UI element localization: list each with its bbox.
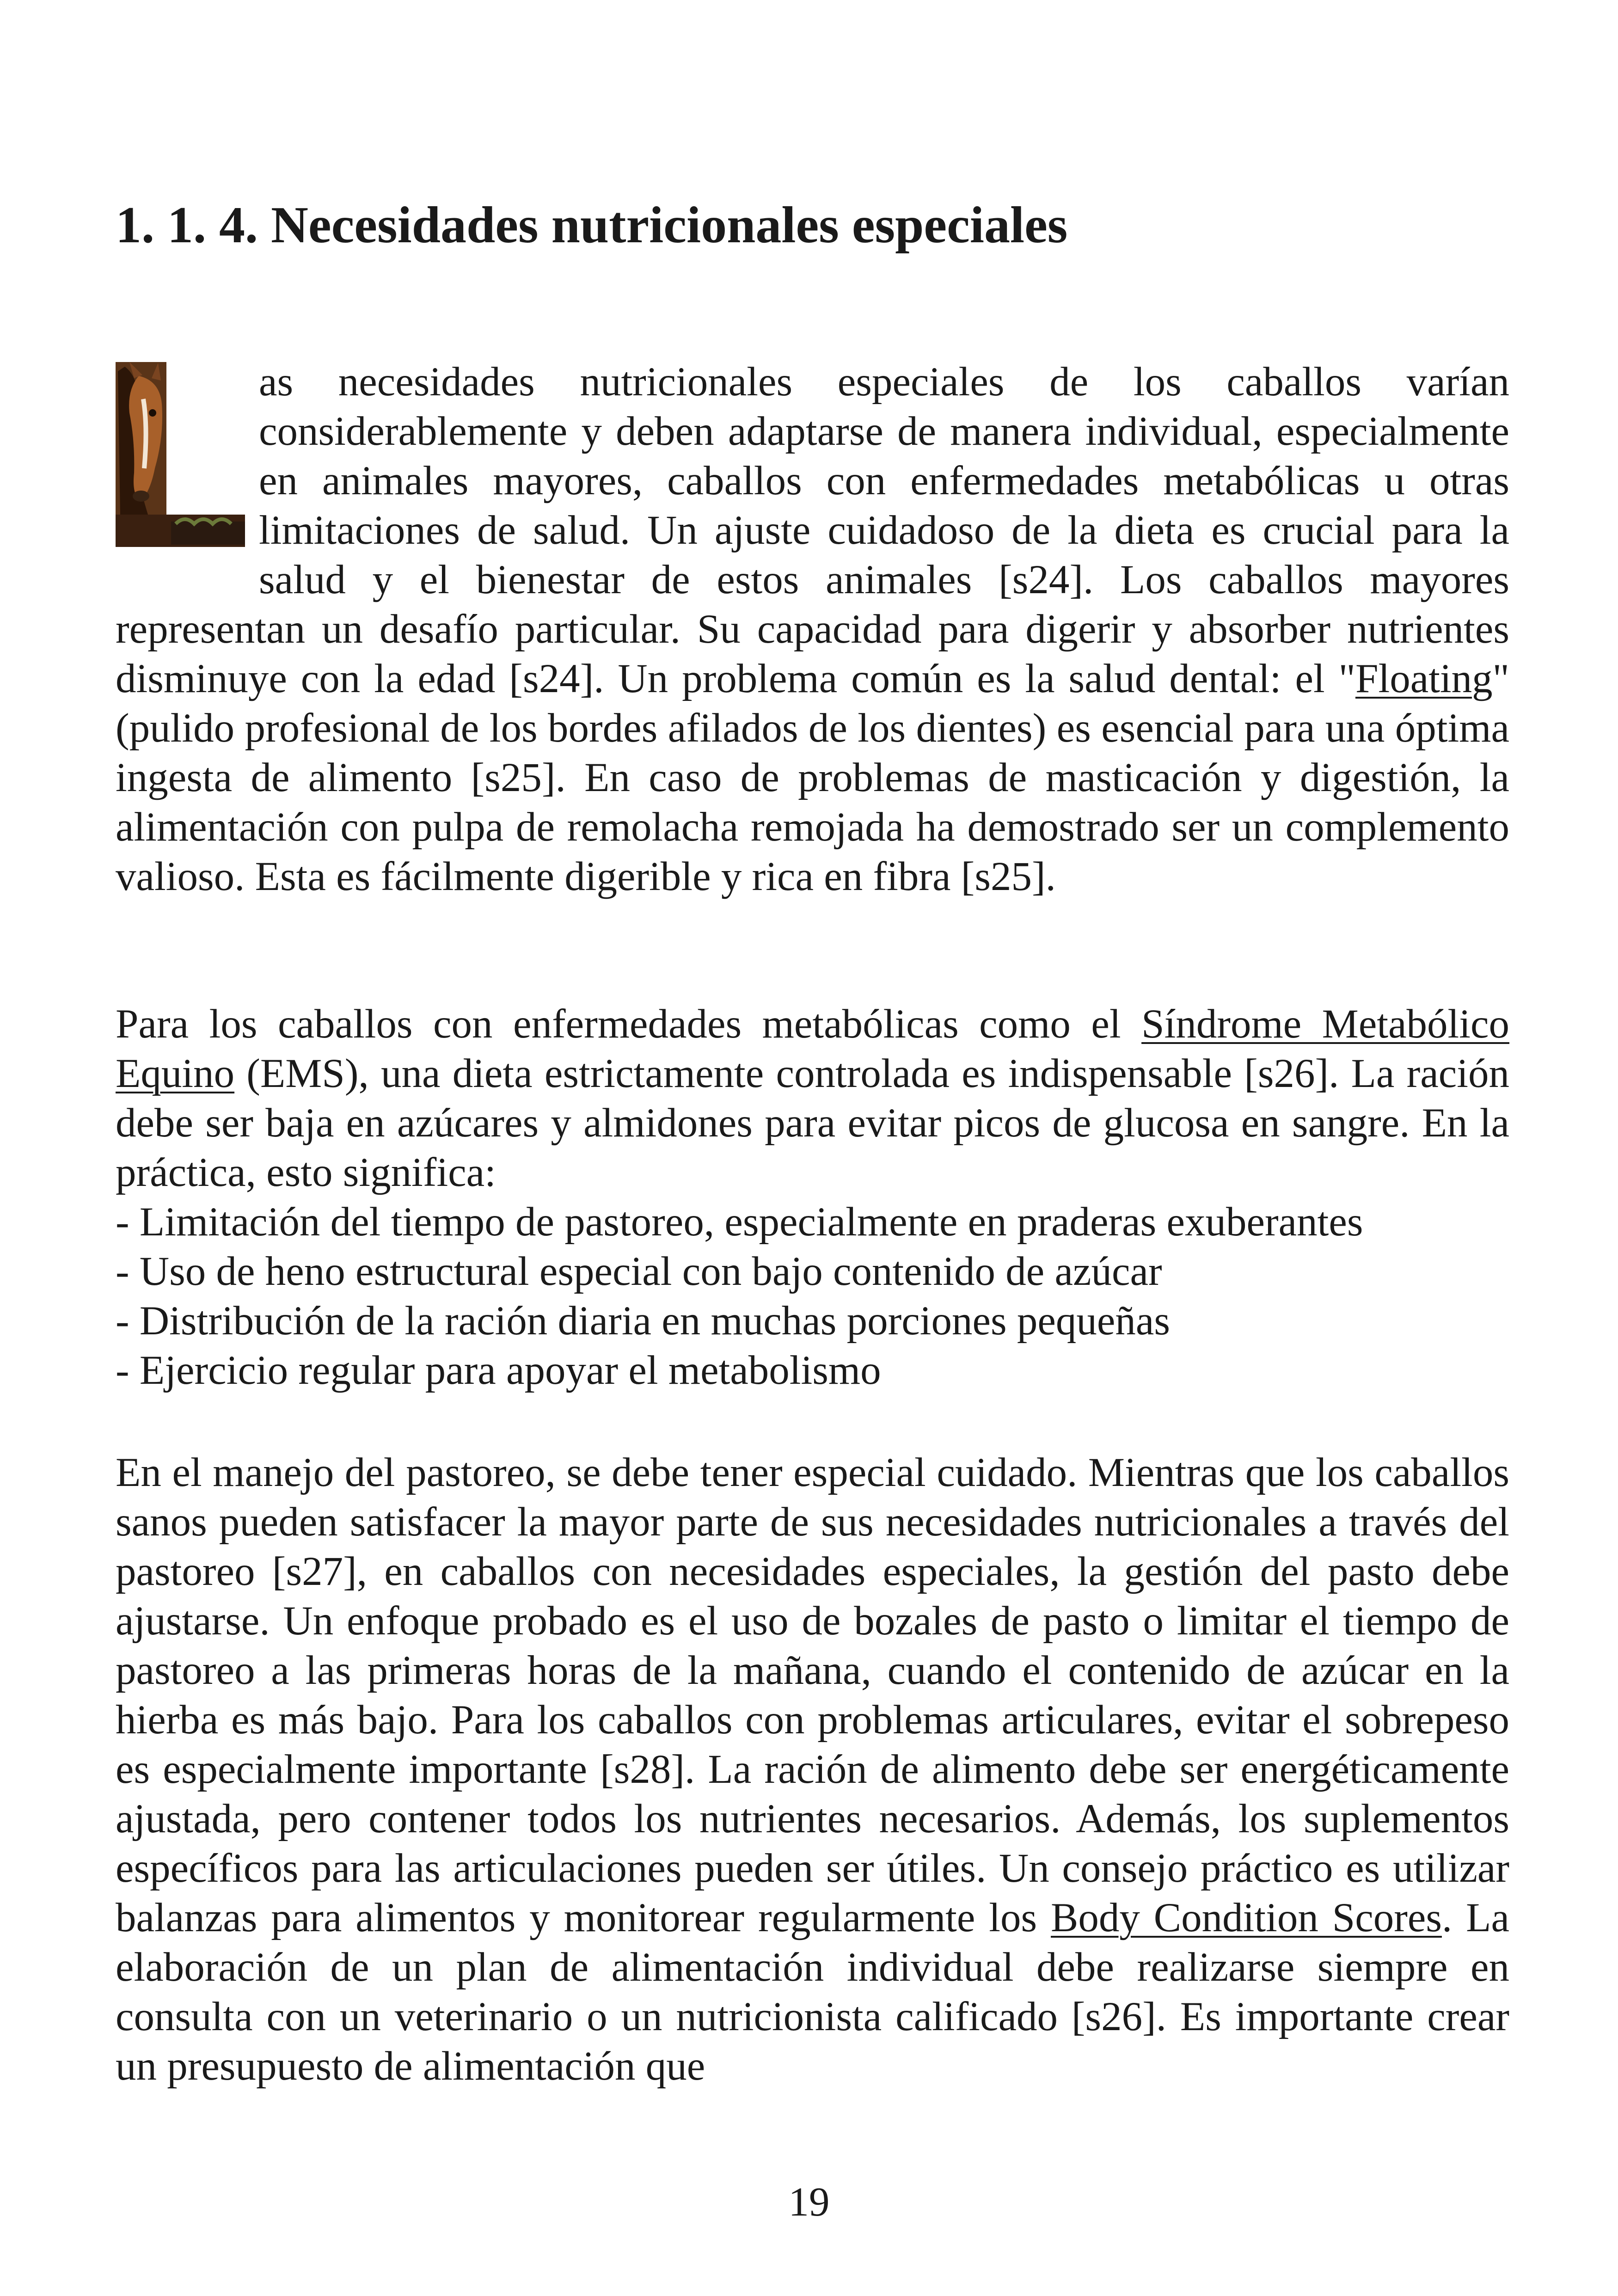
list-item: - Ejercicio regular para apoyar el metabolismo bbox=[116, 1348, 881, 1393]
link-floating[interactable]: Floating bbox=[1355, 656, 1493, 701]
list-item: - Distribución de la ración diaria en muchas porciones pequeñas bbox=[116, 1298, 1171, 1344]
diet-measures-list bbox=[116, 1197, 1509, 1395]
paragraph-metabolic: Para los caballos con enfermedades metabólicas como el Síndrome Metabólico Equino (EMS), una dieta estrictamente controlada es indispensable [s26]. La ración debe ser baja en azúcares y almidones para evitar picos de glucosa en sangre. En la práctica, esto significa: - Limitación del tiempo de pastoreo, especialmente en praderas exuberantes - Uso de heno estructural especial con bajo contenido de azúcar - Distribución de la ración diaria en muchas porciones pequeñas - Ejercicio regular para apoyar el metabolismo bbox=[116, 1000, 1509, 1395]
link-body-condition-scores[interactable]: Body Condition Scores bbox=[1051, 1895, 1442, 1940]
page-number: 19 bbox=[788, 2179, 830, 2225]
link-sindrome-metabolico-equino[interactable]: Síndrome Metabólico Equino bbox=[116, 1001, 1510, 1096]
list-item: - Uso de heno estructural especial con bajo contenido de azúcar bbox=[116, 1249, 1162, 1294]
paragraph-grazing: En el manejo del pastoreo, se debe tener especial cuidado. Mientras que los caballos sanos pueden satisfacer la mayor parte de sus necesidades nutricionales a través del pastoreo [s27], en caballos con necesidades especiales, la gestión del pasto debe ajustarse. Un enfoque probado es el uso de bozales de pasto o limitar el tiempo de pastoreo a las primeras horas de la mañana, cuando el contenido de azúcar en la hierba es más bajo. Para los caballos con problemas articulares, evitar el sobrepeso es especialmente importante [s28]. La ración de alimento debe ser energéticamente ajustada, pero contener todos los nutrientes necesarios. Además, los suplementos específicos para las articulaciones pueden ser útiles. Un consejo práctico es utilizar balanzas para alimentos y monitorear regularmente los Body Condition Scores. La elaboración de un plan de alimentación individual debe realizarse siempre en consulta con un veterinario o un nutricionista calificado [s26]. Es importante crear un presupuesto de alimentación que bbox=[116, 1450, 1509, 2089]
section-heading: 1. 1. 4. Necesidades nutricionales especiales bbox=[116, 196, 1068, 254]
paragraph-older-horses: as necesidades nutricionales especiales de los caballos varían considerablemente y deben adaptarse de manera individual, especialmente en animales mayores, caballos con enfermedades metabólicas u otras limitaciones de salud. Un ajuste cuidadoso de la dieta es crucial para la salud y el bienestar de estos animales [s24]. Los caballos mayores representan un desafío particular. Su capacidad para digerir y absorber nutrientes disminuye con la edad [s24]. Un problema común es la salud dental: el "Floating" (pulido profesional de los bordes afilados de los dientes) es esencial para una óptima ingesta de alimento [s25]. En caso de problemas de masticación y digestión, la alimentación con pulpa de remolacha remojada ha demostrado ser un complemento valioso. Esta es fácilmente digerible y rica en fibra [s25]. bbox=[116, 359, 1509, 899]
horse-head-dropcap-icon bbox=[116, 362, 245, 560]
list-item: - Limitación del tiempo de pastoreo, especialmente en praderas exuberantes bbox=[116, 1199, 1363, 1245]
